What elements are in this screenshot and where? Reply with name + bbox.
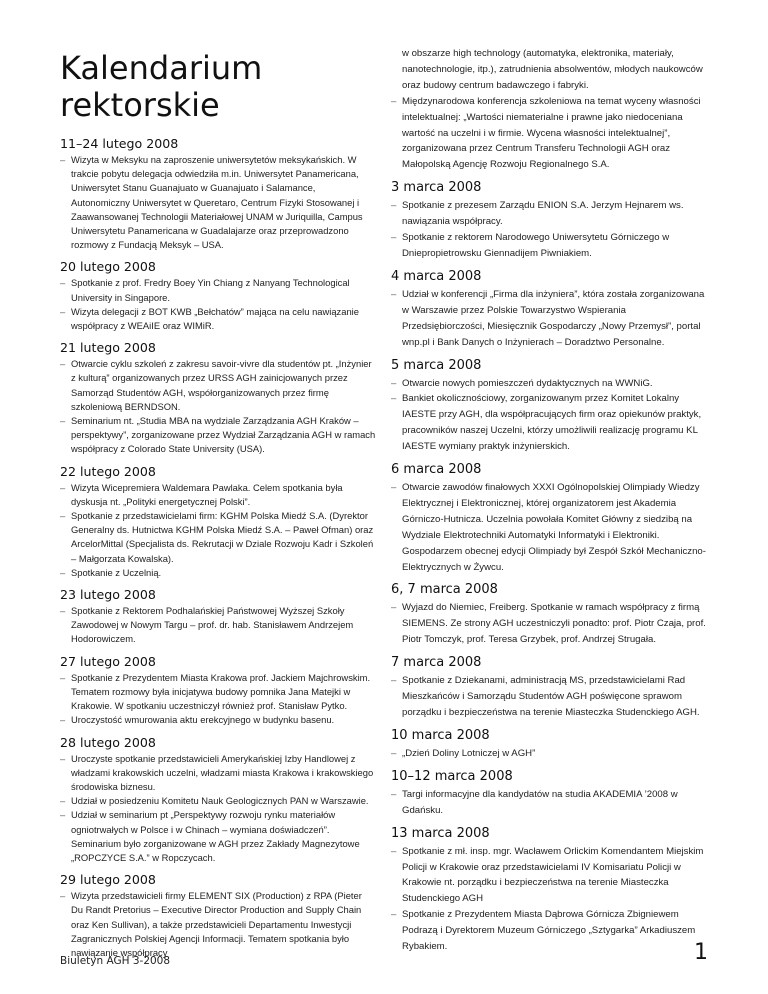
entry-date: 7 marca 2008 xyxy=(391,655,482,671)
continued-item-list xyxy=(391,46,707,173)
entry-date: 28 lutego 2008 xyxy=(60,734,156,750)
entry-item: – Spotkanie z prof. Fredry Boey Yin Chiang z Nanyang Technological University in Singapore. xyxy=(60,276,376,304)
left-column xyxy=(60,136,376,967)
entry-date: 5 marca 2008 xyxy=(391,357,482,373)
continued-entry xyxy=(391,46,707,173)
entry-item: – Spotkanie z przedstawicielami firm: KGHM Polska Miedź S.A. (Dyrektor Generalny ds. Hutnictwa KGHM Polska Miedź S.A. – Paweł Ofman) oraz ArcelorMittal (Specjalista ds. Rekrutacji w Dziale Rozwoju Kadr i Szkoleń – Małgorzata Kowalska). xyxy=(60,509,376,566)
entry-item: – Uroczyste spotkanie przedstawicieli Amerykańskiej Izby Handlowej z władzami krakowskich uczelni, władzami miasta Krakowa i krakowskiego środowiska biznesu. xyxy=(60,752,376,795)
entry-item: – Spotkanie z rektorem Narodowego Uniwersytetu Górniczego w Dniepropietrowsku Giennadijem Piwniakiem. xyxy=(391,230,707,262)
entry-item: – Spotkanie z prezesem Zarządu ENION S.A. Jerzym Hejnarem ws. nawiązania współpracy. xyxy=(391,198,707,230)
calendar-entry xyxy=(391,180,707,262)
entry-item-list xyxy=(60,604,376,647)
entry-item-list xyxy=(60,889,376,960)
entry-item: – Uroczystość wmurowania aktu erekcyjnego w budynku basenu. xyxy=(60,713,376,727)
calendar-entry xyxy=(391,826,707,955)
entry-item-list xyxy=(391,844,707,955)
entry-item-list xyxy=(391,198,707,262)
calendar-entry xyxy=(391,769,707,819)
calendar-entry xyxy=(60,136,376,252)
entry-item-list xyxy=(60,671,376,728)
calendar-entry xyxy=(391,462,707,575)
entry-date: 22 lutego 2008 xyxy=(60,463,156,479)
entry-item-list xyxy=(391,287,707,351)
entry-item-list xyxy=(391,787,707,819)
calendar-entry xyxy=(391,728,707,762)
page-number: 1 xyxy=(694,940,708,965)
entry-item: – „Dzień Doliny Lotniczej w AGH” xyxy=(391,746,707,762)
entry-item: – Międzynarodowa konferencja szkoleniowa na temat wyceny własności intelektualnej: „Wartości niematerialne i prawne jako niedoceniana wartość na uczelni i w firmie. Wycena własności intelektualnej”, zorganizowana przez Centrum Transferu Technologii AGH oraz Małopolską Agencję Rozwoju Regionalnego S.A. xyxy=(391,94,707,174)
entry-item: – Wizyta przedstawicieli firmy ELEMENT SIX (Production) z RPA (Pieter Du Randt Pretorius – Executive Director Production and Supply Chain oraz Ken Sullivan), a także przedstawicieli Departamentu Inwestycji Zagranicznych Polskiej Agencji Informacji. Tematem spotkania było nawiązanie współpracy xyxy=(60,889,376,960)
entry-item: – Bankiet okolicznościowy, zorganizowanym przez Komitet Lokalny IAESTE przy AGH, dla współpracujących firm oraz opiekunów praktyk, pracowników naszej Uczelni, którzy umożliwili realizację programu KL IAESTE wymiany praktyk inżynierskich. xyxy=(391,391,707,455)
entry-item-list xyxy=(60,481,376,580)
entry-date: 4 marca 2008 xyxy=(391,268,482,284)
calendar-entry xyxy=(391,269,707,351)
entry-item: – Wizyta w Meksyku na zaproszenie uniwersytetów meksykańskich. W trakcie pobytu delegacja odwiedziła m.in. Uniwersytet Panamericana, Uniwersytet Stanu Guanajuato w Guanajuato i Salamance, Autonomiczny Uniwersytet w Queretaro, Centrum Fizyki Stosowanej i Zaawansowanej Technologii Materiałowej UNAM w Juriquilla, Campus Uniwersytetu Panamericana w Guadalajarze oraz przeprowadzono rozmowy z Fundacją Meksyk – USA. xyxy=(60,153,376,252)
entry-item: – Spotkanie z Rektorem Podhalańskiej Państwowej Wyższej Szkoły Zawodowej w Nowym Targu – prof. dr. hab. Stanisławem Andrzejem Hodorowiczem. xyxy=(60,604,376,647)
entry-date: 23 lutego 2008 xyxy=(60,587,156,603)
entry-item-list xyxy=(60,752,376,866)
entry-date: 29 lutego 2008 xyxy=(60,872,156,888)
entry-item: – Spotkanie z Prezydentem Miasta Krakowa prof. Jackiem Majchrowskim. Tematem rozmowy była inicjatywa budowy pomnika Jana Matejki w Krakowie. W spotkaniu uczestniczył również prof. Stanisław Pytko. xyxy=(60,671,376,714)
entry-date: 6 marca 2008 xyxy=(391,462,482,478)
entry-item: – Otwarcie zawodów finałowych XXXI Ogólnopolskiej Olimpiady Wiedzy Elektrycznej i Elektronicznej, której organizatorem jest Akademia Górniczo-Hutnicza. Uczelnia powołała Komitet Główny z siedzibą na Wydziale Elektrotechniki Automatyki Informatyki i Elektroniki. Gospodarzem obecnej edycji Olimpiady był Zespół Szkół Mechaniczno-Elektrycznych w Żywcu. xyxy=(391,480,707,575)
calendar-entry xyxy=(60,259,376,333)
entry-item: – Udział w konferencji „Firma dla inżyniera”, która została zorganizowana w Warszawie przez Polskie Towarzystwo Wspierania Przedsiębiorczości, Miesięcznik Gospodarczy „Nowy Przemysł”, portal wnp.pl i Bank Danych o Inżynierach – Doradztwo Personalne. xyxy=(391,287,707,351)
entry-date: 27 lutego 2008 xyxy=(60,653,156,669)
entry-item-list xyxy=(391,600,707,648)
calendar-entry xyxy=(60,735,376,866)
entry-date: 3 marca 2008 xyxy=(391,180,482,196)
entry-item: – Targi informacyjne dla kandydatów na studia AKADEMIA ’2008 w Gdańsku. xyxy=(391,787,707,819)
entry-item: – Otwarcie nowych pomieszczeń dydaktycznych na WWNiG. xyxy=(391,376,707,392)
entry-item: – Seminarium nt. „Studia MBA na wydziale Zarządzania AGH Kraków – perspektywy”, zorganizowane przez Wydział Zarządzania AGH w ramach współpracy z Colorado State University (USA). xyxy=(60,414,376,457)
entry-date: 10–12 marca 2008 xyxy=(391,768,513,784)
page-title: Kalendarium rektorskie xyxy=(60,49,263,124)
entry-item: – Wyjazd do Niemiec, Freiberg. Spotkanie w ramach współpracy z firmą SIEMENS. Ze strony AGH uczestniczyli ponadto: prof. Piotr Czaja, prof. Piotr Tomczyk, prof. Teresa Grzybek, prof. Andrzej Strugała. xyxy=(391,600,707,648)
calendar-entry xyxy=(60,464,376,580)
entry-item-list xyxy=(391,673,707,721)
entry-date: 10 marca 2008 xyxy=(391,727,490,743)
entry-date: 13 marca 2008 xyxy=(391,825,490,841)
entry-item: – Wizyta Wicepremiera Waldemara Pawlaka. Celem spotkania była dyskusja nt. „Polityki energetycznej Polski”. xyxy=(60,481,376,509)
entry-item-list xyxy=(391,376,707,456)
entry-item-list xyxy=(60,153,376,252)
right-column xyxy=(391,46,707,962)
calendar-entry xyxy=(391,582,707,648)
entry-item-list xyxy=(60,357,376,456)
entry-item-list xyxy=(391,480,707,575)
entry-date: 6, 7 marca 2008 xyxy=(391,582,498,598)
publication-footer: Biuletyn AGH 3-2008 xyxy=(60,955,171,967)
calendar-entry xyxy=(60,340,376,456)
calendar-entry xyxy=(60,872,376,960)
entry-item: – Udział w seminarium pt „Perspektywy rozwoju rynku materiałów ogniotrwałych w Polsce i w Chinach – wymiana doświadczeń”. Seminarium było zorganizowane w AGH przez Zakłady Magnezytowe „ROPCZYCE S.A.” w Ropczycach. xyxy=(60,808,376,865)
entry-date: 20 lutego 2008 xyxy=(60,259,156,275)
entry-item: – Wizyta delegacji z BOT KWB „Bełchatów” mająca na celu nawiązanie współpracy z WEAiIE oraz WIMiR. xyxy=(60,305,376,333)
entry-item: – Spotkanie z Prezydentem Miasta Dąbrowa Górnicza Zbigniewem Podrazą i Dyrektorem Muzeum Górniczego „Sztygarka” Arkadiuszem Rybakiem. xyxy=(391,907,707,955)
calendar-entry xyxy=(60,654,376,728)
calendar-entry xyxy=(60,587,376,647)
entry-item: – Spotkanie z mł. insp. mgr. Wacławem Orlickim Komendantem Miejskim Policji w Krakowie oraz przedstawicielami IV Komisariatu Policji w Krakowie nt. porządku i bezpieczeństwa na terenie Miasteczka Studenckiego AGH xyxy=(391,844,707,908)
entry-item-list xyxy=(60,276,376,333)
entry-item: – Udział w posiedzeniu Komitetu Nauk Geologicznych PAN w Warszawie. xyxy=(60,794,376,808)
entry-item: w obszarze high technology (automatyka, elektronika, materiały, nanotechnologie, itp.), zatrudnienia absolwentów, młodych naukowców oraz budowy centrum badawczego i fabryki. xyxy=(402,48,703,91)
entry-date: 11–24 lutego 2008 xyxy=(60,136,179,151)
calendar-entry xyxy=(391,655,707,721)
entry-item-list xyxy=(391,746,707,762)
entry-item: – Spotkanie z Dziekanami, administracją MS, przedstawicielami Rad Mieszkańców i Samorządu Studentów AGH poświęcone sprawom porządku i bezpieczeństwa na terenie Miasteczka Studenckiego AGH. xyxy=(391,673,707,721)
entry-item: – Otwarcie cyklu szkoleń z zakresu savoir-vivre dla studentów pt. „Inżynier z kulturą” organizowanych przez URSS AGH zainicjowanych przez Samorząd Studentów AGH, współorganizowanych przez firmę szkoleniową BERNDSON. xyxy=(60,357,376,414)
entry-item: – Spotkanie z Uczelnią. xyxy=(60,566,376,580)
calendar-entry xyxy=(391,358,707,456)
entry-date: 21 lutego 2008 xyxy=(60,340,156,356)
